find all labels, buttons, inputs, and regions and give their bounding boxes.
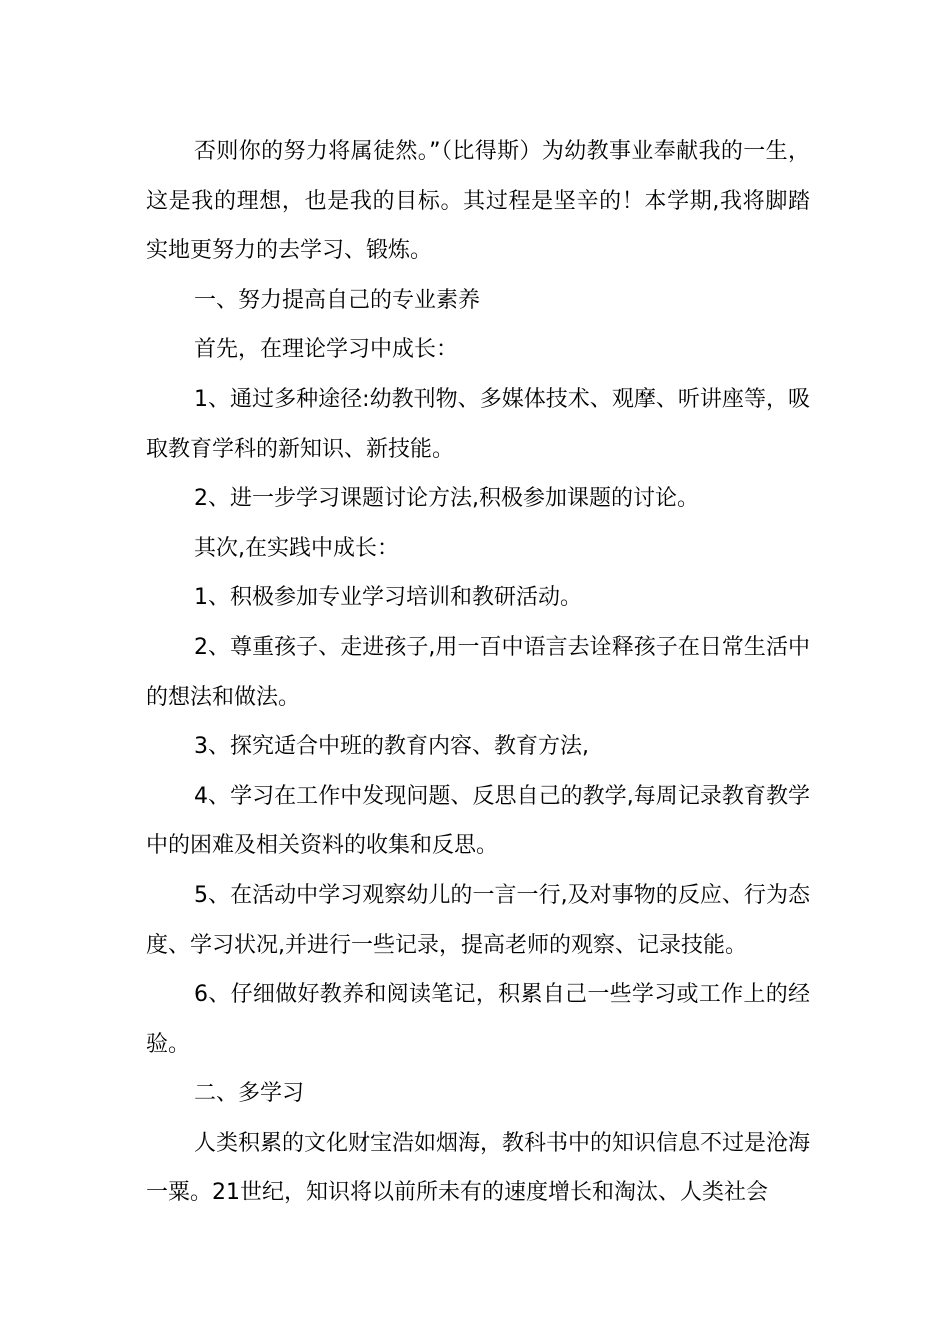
list-item-theory-2: 2、进一步学习课题讨论方法,积极参加课题的讨论。 — [194, 486, 699, 512]
list-item-practice-3: 3、探究适合中班的教育内容、教育方法, — [194, 734, 589, 760]
paragraph-intro: 否则你的努力将属徒然。”（比得斯）为幼教事业奉献我的一生，这是我的理想，也是我的目标。其过程是坚辛的！本学期,我将脚踏实地更努力的去学习、锻炼。 — [146, 139, 810, 264]
list-item-practice-5: 5、在活动中学习观察幼儿的一言一行,及对事物的反应、行为态度、学习状况,并进行一些记录，提高老师的观察、记录技能。 — [146, 882, 810, 958]
subheading-theory-learning: 首先，在理论学习中成长： — [194, 337, 459, 363]
list-item-practice-6: 6、仔细做好教养和阅读笔记，积累自己一些学习或工作上的经验。 — [146, 982, 810, 1057]
list-item-practice-4: 4、学习在工作中发现问题、反思自己的教学,每周记录教育教学中的困难及相关资料的收集和反思。 — [146, 783, 810, 859]
paragraph-knowledge: 人类积累的文化财宝浩如烟海，教科书中的知识信息不过是沧海一粟。21世纪，知识将以前所未有的速度增长和淘汰、人类社会 — [146, 1130, 811, 1206]
subheading-practice: 其次,在实践中成长： — [194, 535, 399, 561]
list-item-theory-1: 1、通过多种途径:幼教刊物、多媒体技术、观摩、听讲座等，吸取教育学科的新知识、新技能。 — [146, 386, 810, 462]
heading-more-learning: 二、多学习 — [194, 1081, 305, 1107]
list-item-practice-2: 2、尊重孩子、走进孩子,用一百中语言去诠释孩子在日常生活中的想法和做法。 — [146, 634, 810, 710]
heading-professional-quality: 一、努力提高自己的专业素养 — [194, 287, 481, 313]
list-item-practice-1: 1、积极参加专业学习培训和教研活动。 — [194, 585, 582, 611]
document-body — [146, 127, 810, 1218]
